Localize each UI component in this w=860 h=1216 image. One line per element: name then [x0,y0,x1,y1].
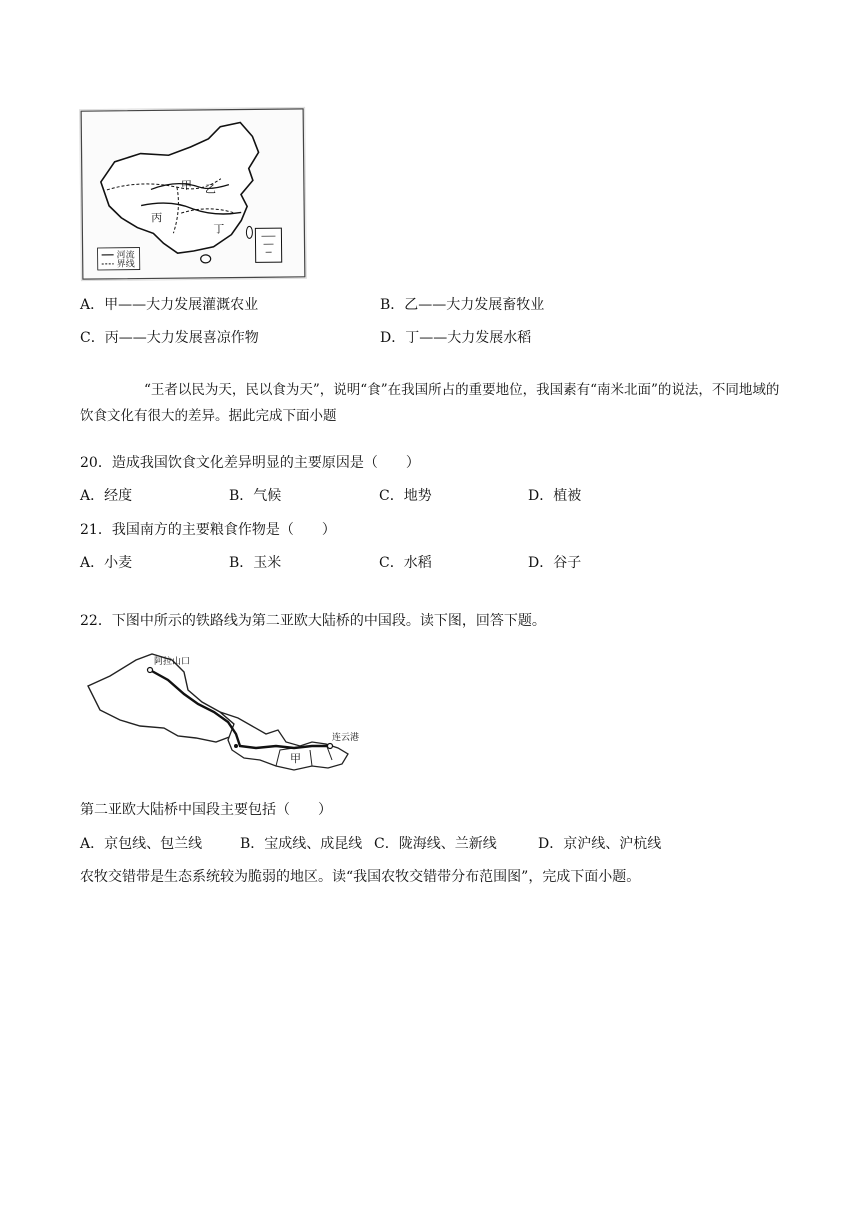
china-regions-map [79,107,307,281]
label-jia-railway: 甲 [290,752,301,765]
legend-boundary: 界线 [116,259,135,270]
q19-option-a[interactable]: A．甲——大力发展灌溉农业 [80,297,259,313]
q20-option-c[interactable]: C．地势 [379,488,432,504]
q20-option-d[interactable]: D．植被 [528,488,582,504]
label-jia: 甲 [180,179,192,193]
q22-stem: 22．下图中所示的铁路线为第二亚欧大陆桥的中国段。读下图，回答下题。 [80,613,546,629]
q21-stem: 21．我国南方的主要粮食作物是（ ） [80,522,336,538]
q20-stem: 20．造成我国饮食文化差异明显的主要原因是（ ） [80,455,420,471]
next-section-intro: 农牧交错带是生态系统较为脆弱的地区。读“我国农牧交错带分布范围图”，完成下面小题。 [80,869,641,885]
q19-option-d[interactable]: D．丁——大力发展水稻 [380,330,532,346]
q20-option-b[interactable]: B．气候 [229,488,282,504]
q22-sub-stem: 第二亚欧大陆桥中国段主要包括（ ） [80,802,332,818]
q19-option-c[interactable]: C．丙——大力发展喜凉作物 [80,330,259,346]
reading-passage: “王者以民为天，民以食为天”，说明“食”在我国所占的重要地位，我国素有“南米北面”的说法，不同地域的饮食文化有很大的差异。据此完成下面小题 [80,382,780,424]
alashankou-point [148,668,153,673]
q22-option-d[interactable]: D．京沪线、沪杭线 [538,836,662,852]
label-bing: 丙 [151,211,163,225]
map1-legend [98,248,140,270]
china-regions-map-svg [80,108,306,280]
junction-point [234,744,238,748]
q22-option-c[interactable]: C．陇海线、兰新线 [374,836,497,852]
q21-option-a[interactable]: A．小麦 [80,555,133,571]
label-lianyungang: 连云港 [332,733,360,743]
q20-option-a[interactable]: A．经度 [80,488,133,504]
taiwan-island [246,226,252,238]
eurasian-land-bridge-map-svg [80,650,368,778]
label-yi: 乙 [204,182,217,196]
q22-option-b[interactable]: B．宝成线、成昆线 [240,836,363,852]
q21-option-c[interactable]: C．水稻 [379,555,432,571]
q22-option-a[interactable]: A．京包线、包兰线 [80,836,203,852]
lianyungang-point [328,744,333,749]
xinjiang-outline [88,654,234,742]
q21-option-b[interactable]: B．玉米 [229,555,282,571]
label-alashankou: 阿拉山口 [154,657,191,667]
hainan-island [201,255,211,263]
south-china-sea-inset [255,228,281,262]
eurasian-land-bridge-map [80,650,368,778]
q19-option-b[interactable]: B．乙——大力发展畜牧业 [380,297,545,313]
legend-river: 河流 [116,250,135,261]
label-ding: 丁 [213,222,225,236]
q21-option-d[interactable]: D．谷子 [528,555,582,571]
